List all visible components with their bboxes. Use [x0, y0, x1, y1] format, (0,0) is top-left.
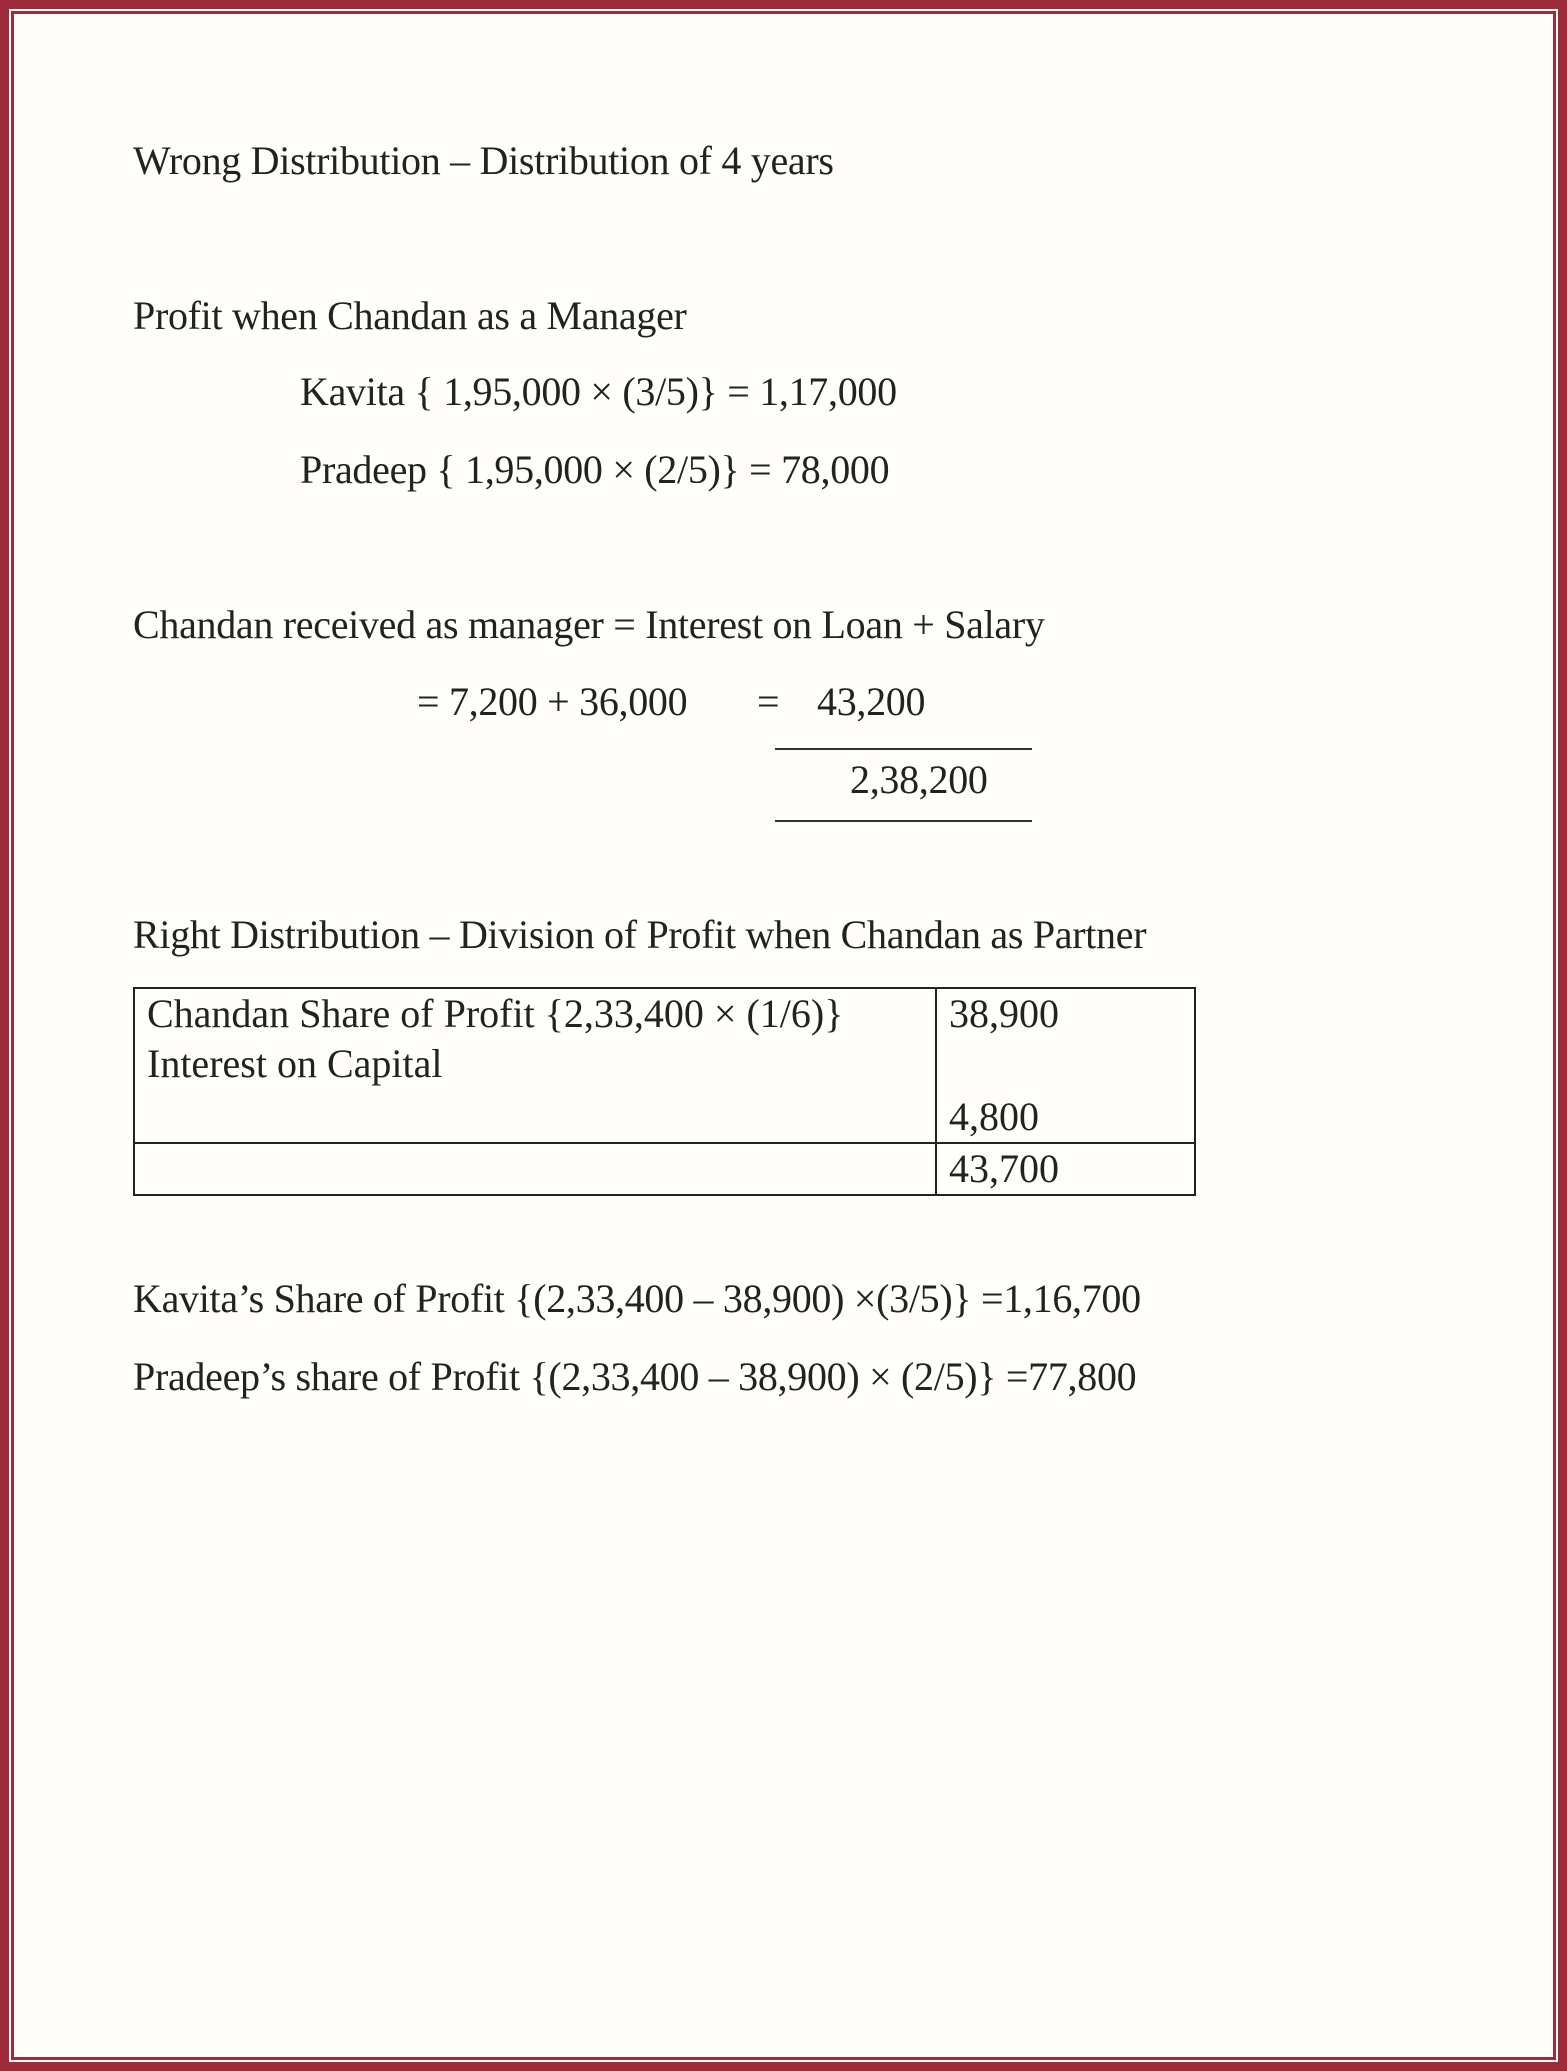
table-cell-empty [134, 1143, 936, 1195]
kavita-partner-share: Kavita’s Share of Profit {(2,33,400 – 38,900) ×(3/5)} =1,16,700 [133, 1276, 1141, 1321]
table-cell-values [936, 988, 1195, 1143]
chandan-received-amount: 43,200 [817, 679, 926, 724]
profit-manager-label: Profit when Chandan as a Manager [133, 293, 687, 338]
pradeep-partner-share: Pradeep’s share of Profit {(2,33,400 – 38,900) × (2/5)} =77,800 [133, 1354, 1137, 1399]
total-amount: 2,38,200 [850, 757, 988, 802]
interest-capital-label: Interest on Capital [147, 1041, 443, 1086]
chandan-received-calc: = 7,200 + 36,000 [417, 679, 688, 724]
table-cell-labels [134, 988, 936, 1143]
chandan-received-label: Chandan received as manager = Interest on Loan + Salary [133, 602, 1045, 647]
heading-wrong-distribution: Wrong Distribution – Distribution of 4 years [133, 138, 834, 183]
heading-right-distribution: Right Distribution – Division of Profit when Chandan as Partner [133, 912, 1147, 957]
equals-sign: = [757, 679, 780, 724]
table-total-value: 43,700 [936, 1143, 1195, 1195]
interest-capital-value: 4,800 [949, 1094, 1039, 1139]
chandan-share-value: 38,900 [949, 991, 1059, 1036]
kavita-manager-share: Kavita { 1,95,000 × (3/5)} = 1,17,000 [300, 369, 897, 414]
chandan-share-label: Chandan Share of Profit {2,33,400 × (1/6)} [147, 991, 844, 1036]
sum-rule-bottom [775, 820, 1032, 822]
partner-profit-table [133, 987, 1196, 1196]
sum-rule-top [775, 748, 1032, 750]
pradeep-manager-share: Pradeep { 1,95,000 × (2/5)} = 78,000 [300, 447, 890, 492]
